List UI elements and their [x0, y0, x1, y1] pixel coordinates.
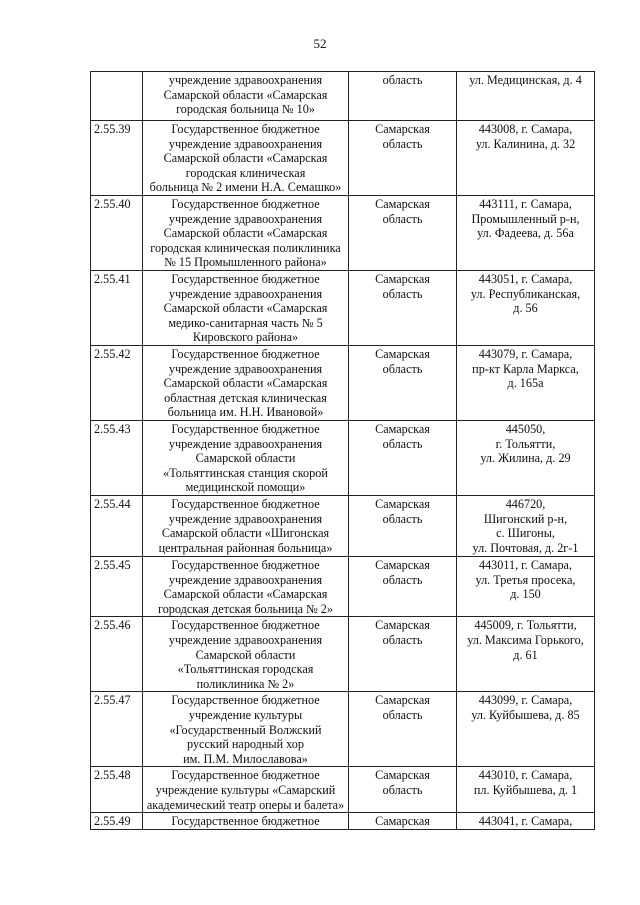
organization-name-line: больница № 2 имени Н.А. Семашко» — [149, 180, 342, 195]
table-row — [91, 72, 595, 121]
table-row — [91, 121, 595, 196]
region-line: область — [382, 511, 423, 526]
table-row — [91, 767, 595, 813]
page-number: 52 — [313, 36, 327, 51]
address-line: ул. Медицинская, д. 4 — [469, 73, 582, 87]
address-line: д. 165а — [507, 376, 544, 391]
organization-name-cell — [143, 813, 349, 830]
region-cell — [349, 813, 457, 830]
organization-name-line: больница им. Н.Н. Ивановой» — [167, 405, 324, 420]
organization-name-cell — [143, 196, 349, 271]
region-line: область — [382, 782, 423, 797]
organization-name-cell — [143, 271, 349, 346]
address-cell — [457, 196, 595, 271]
address-line: 443008, г. Самара, — [478, 122, 573, 136]
organization-name-line: Государственное бюджетное — [171, 558, 320, 572]
organization-name-cell — [143, 767, 349, 813]
region-line: область — [382, 211, 423, 226]
address-line: 443010, г. Самара, — [478, 768, 573, 783]
organization-name-line: медицинской помощи» — [185, 480, 306, 495]
region-line: область — [382, 632, 423, 647]
table-row — [91, 196, 595, 271]
organization-name-line: Государственное бюджетное — [171, 814, 320, 829]
address-cell — [457, 692, 595, 767]
organization-name-line: Самарской области — [195, 647, 296, 662]
region-line: Самарская — [375, 497, 430, 511]
organization-name-line: Государственное бюджетное — [171, 272, 320, 286]
region-cell — [349, 271, 457, 346]
organization-name-line: учреждение здравоохранения — [168, 136, 323, 151]
organization-name-cell — [143, 346, 349, 421]
row-number-cell: 2.55.44 — [91, 496, 143, 557]
region-cell — [349, 121, 457, 196]
region-line: Самарская — [375, 768, 430, 783]
organization-name-line: Самарской области «Самарская — [163, 226, 328, 241]
address-line: ул. Республиканская, — [470, 286, 581, 301]
organization-name-line: Государственное бюджетное — [171, 422, 320, 436]
region-line: Самарская — [375, 814, 430, 829]
organization-name-cell — [143, 72, 349, 121]
address-line: 443079, г. Самара, — [478, 347, 573, 361]
address-line: ул. Максима Горького, — [467, 632, 584, 647]
row-number-cell: 2.55.42 — [91, 346, 143, 421]
address-line: пр-кт Карла Маркса, — [472, 361, 579, 376]
organization-name-cell — [143, 692, 349, 767]
address-line: 446720, — [505, 497, 546, 511]
row-number-cell: 2.55.48 — [91, 767, 143, 813]
table-row — [91, 271, 595, 346]
address-line: ул. Почтовая, д. 2г-1 — [472, 540, 579, 555]
region-line: Самарская — [375, 693, 430, 708]
organization-name-line: «Тольяттинская городская — [177, 662, 314, 677]
organization-name-line: академический театр оперы и балета» — [146, 797, 345, 812]
region-line: область — [382, 572, 423, 587]
organization-name-line: Кировского района» — [192, 330, 299, 345]
organization-name-line: учреждение здравоохранения — [168, 361, 323, 376]
region-cell — [349, 496, 457, 557]
organization-name-line: «Государственный Волжский — [169, 722, 322, 737]
organization-name-line: Государственное бюджетное — [171, 197, 320, 211]
organization-name-line: Государственное бюджетное — [171, 768, 320, 783]
organization-name-line: Государственное бюджетное — [171, 497, 320, 511]
row-number-cell: 2.55.41 — [91, 271, 143, 346]
organization-name-cell — [143, 557, 349, 617]
table-row — [91, 557, 595, 617]
address-line: ул. Третья просека, — [475, 572, 576, 587]
row-number-cell: 2.55.40 — [91, 196, 143, 271]
organization-name-line: Самарской области «Шигонская — [161, 526, 330, 541]
registry-table — [90, 71, 595, 830]
address-line: д. 150 — [510, 587, 541, 602]
region-line: область — [382, 286, 423, 301]
address-cell — [457, 121, 595, 196]
organization-name-line: Государственное бюджетное — [171, 693, 320, 708]
organization-name-line: городская детская больница № 2» — [158, 601, 333, 616]
organization-name-line: учреждение здравоохранения — [168, 632, 323, 647]
address-cell — [457, 557, 595, 617]
organization-name-line: медико-санитарная часть № 5 — [168, 315, 323, 330]
address-cell — [457, 346, 595, 421]
organization-name-line: поликлиника № 2» — [196, 676, 295, 691]
region-line: Самарская — [375, 347, 430, 361]
address-line: 443041, г. Самара, — [478, 814, 573, 829]
address-line: 443011, г. Самара, — [478, 558, 573, 572]
address-cell — [457, 617, 595, 692]
region-line: область — [382, 73, 423, 87]
address-line: 445050, — [505, 422, 546, 436]
address-line: г. Тольятти, — [495, 436, 556, 451]
table-row — [91, 813, 595, 830]
organization-name-line: учреждение здравоохранения — [168, 436, 323, 451]
row-number-cell: 2.55.46 — [91, 617, 143, 692]
address-line: д. 56 — [513, 301, 538, 316]
address-line: 443051, г. Самара, — [478, 272, 573, 286]
address-line: с. Шигоны, — [496, 526, 555, 541]
address-line: Промышленный р-н, — [471, 211, 580, 226]
region-cell — [349, 196, 457, 271]
organization-name-line: учреждение культуры — [188, 707, 303, 722]
organization-name-line: учреждение здравоохранения — [168, 73, 323, 87]
organization-name-line: Самарской области «Самарская — [163, 151, 328, 166]
organization-name-line: учреждение здравоохранения — [168, 511, 323, 526]
address-line: ул. Жилина, д. 29 — [480, 451, 571, 466]
table-row — [91, 496, 595, 557]
organization-name-line: учреждение здравоохранения — [168, 211, 323, 226]
region-cell — [349, 346, 457, 421]
address-cell — [457, 496, 595, 557]
row-number-cell: 2.55.47 — [91, 692, 143, 767]
organization-name-line: учреждение здравоохранения — [168, 286, 323, 301]
address-line: ул. Фадеева, д. 56а — [477, 226, 574, 241]
address-line: ул. Куйбышева, д. 85 — [471, 707, 580, 722]
address-cell — [457, 767, 595, 813]
organization-name-line: учреждение культуры «Самарский — [155, 782, 336, 797]
address-line: пл. Куйбышева, д. 1 — [473, 782, 578, 797]
region-line: область — [382, 707, 423, 722]
organization-name-line: Самарской области «Самарская — [163, 301, 328, 316]
table-row — [91, 346, 595, 421]
row-number-cell: 2.55.45 — [91, 557, 143, 617]
region-cell — [349, 767, 457, 813]
organization-name-line: им. П.М. Милославова» — [183, 751, 308, 766]
address-line: 443111, г. Самара, — [479, 197, 572, 211]
organization-name-line: Государственное бюджетное — [171, 122, 320, 136]
table-row — [91, 421, 595, 496]
organization-name-cell — [143, 617, 349, 692]
address-cell — [457, 813, 595, 830]
address-cell — [457, 72, 595, 121]
organization-name-line: Государственное бюджетное — [171, 618, 320, 633]
region-cell — [349, 692, 457, 767]
organization-name-line: Самарской области — [195, 451, 296, 466]
organization-name-cell — [143, 121, 349, 196]
address-cell — [457, 421, 595, 496]
organization-name-line: городская клиническая поликлиника — [150, 240, 341, 255]
address-line: 445009, г. Тольятти, — [474, 618, 577, 633]
organization-name-line: Самарской области «Самарская — [163, 587, 328, 602]
organization-name-line: «Тольяттинская станция скорой — [163, 465, 328, 480]
region-line: Самарская — [375, 122, 430, 136]
organization-name-line: учреждение здравоохранения — [168, 572, 323, 587]
region-cell — [349, 617, 457, 692]
organization-name-line: Самарской области «Самарская — [163, 87, 328, 102]
region-line: Самарская — [375, 272, 430, 286]
address-line: Шигонский р-н, — [483, 511, 568, 526]
address-line: 443099, г. Самара, — [478, 693, 573, 708]
region-cell — [349, 557, 457, 617]
table-row — [91, 692, 595, 767]
organization-name-line: центральная районная больница» — [158, 540, 333, 555]
region-cell — [349, 72, 457, 121]
row-number-cell: 2.55.43 — [91, 421, 143, 496]
region-line: область — [382, 361, 423, 376]
row-number-cell: 2.55.49 — [91, 813, 143, 830]
region-line: Самарская — [375, 422, 430, 436]
organization-name-cell — [143, 496, 349, 557]
organization-name-cell — [143, 421, 349, 496]
organization-name-line: городская клиническая — [185, 165, 306, 180]
region-line: Самарская — [375, 197, 430, 211]
region-line: область — [382, 436, 423, 451]
region-line: Самарская — [375, 618, 430, 633]
row-number-cell — [91, 72, 143, 121]
organization-name-line: городская больница № 10» — [176, 102, 315, 117]
address-cell — [457, 271, 595, 346]
organization-name-line: русский народный хор — [187, 737, 304, 752]
region-line: область — [382, 136, 423, 151]
organization-name-line: № 15 Промышленного района» — [164, 255, 327, 270]
organization-name-line: Государственное бюджетное — [171, 347, 320, 361]
region-line: Самарская — [375, 558, 430, 572]
organization-name-line: областная детская клиническая — [164, 390, 327, 405]
region-cell — [349, 421, 457, 496]
address-line: ул. Калинина, д. 32 — [475, 136, 576, 151]
table-row — [91, 617, 595, 692]
row-number-cell: 2.55.39 — [91, 121, 143, 196]
organization-name-line: Самарской области «Самарская — [163, 376, 328, 391]
registry-table-body — [91, 72, 595, 830]
address-line: д. 61 — [513, 647, 538, 662]
